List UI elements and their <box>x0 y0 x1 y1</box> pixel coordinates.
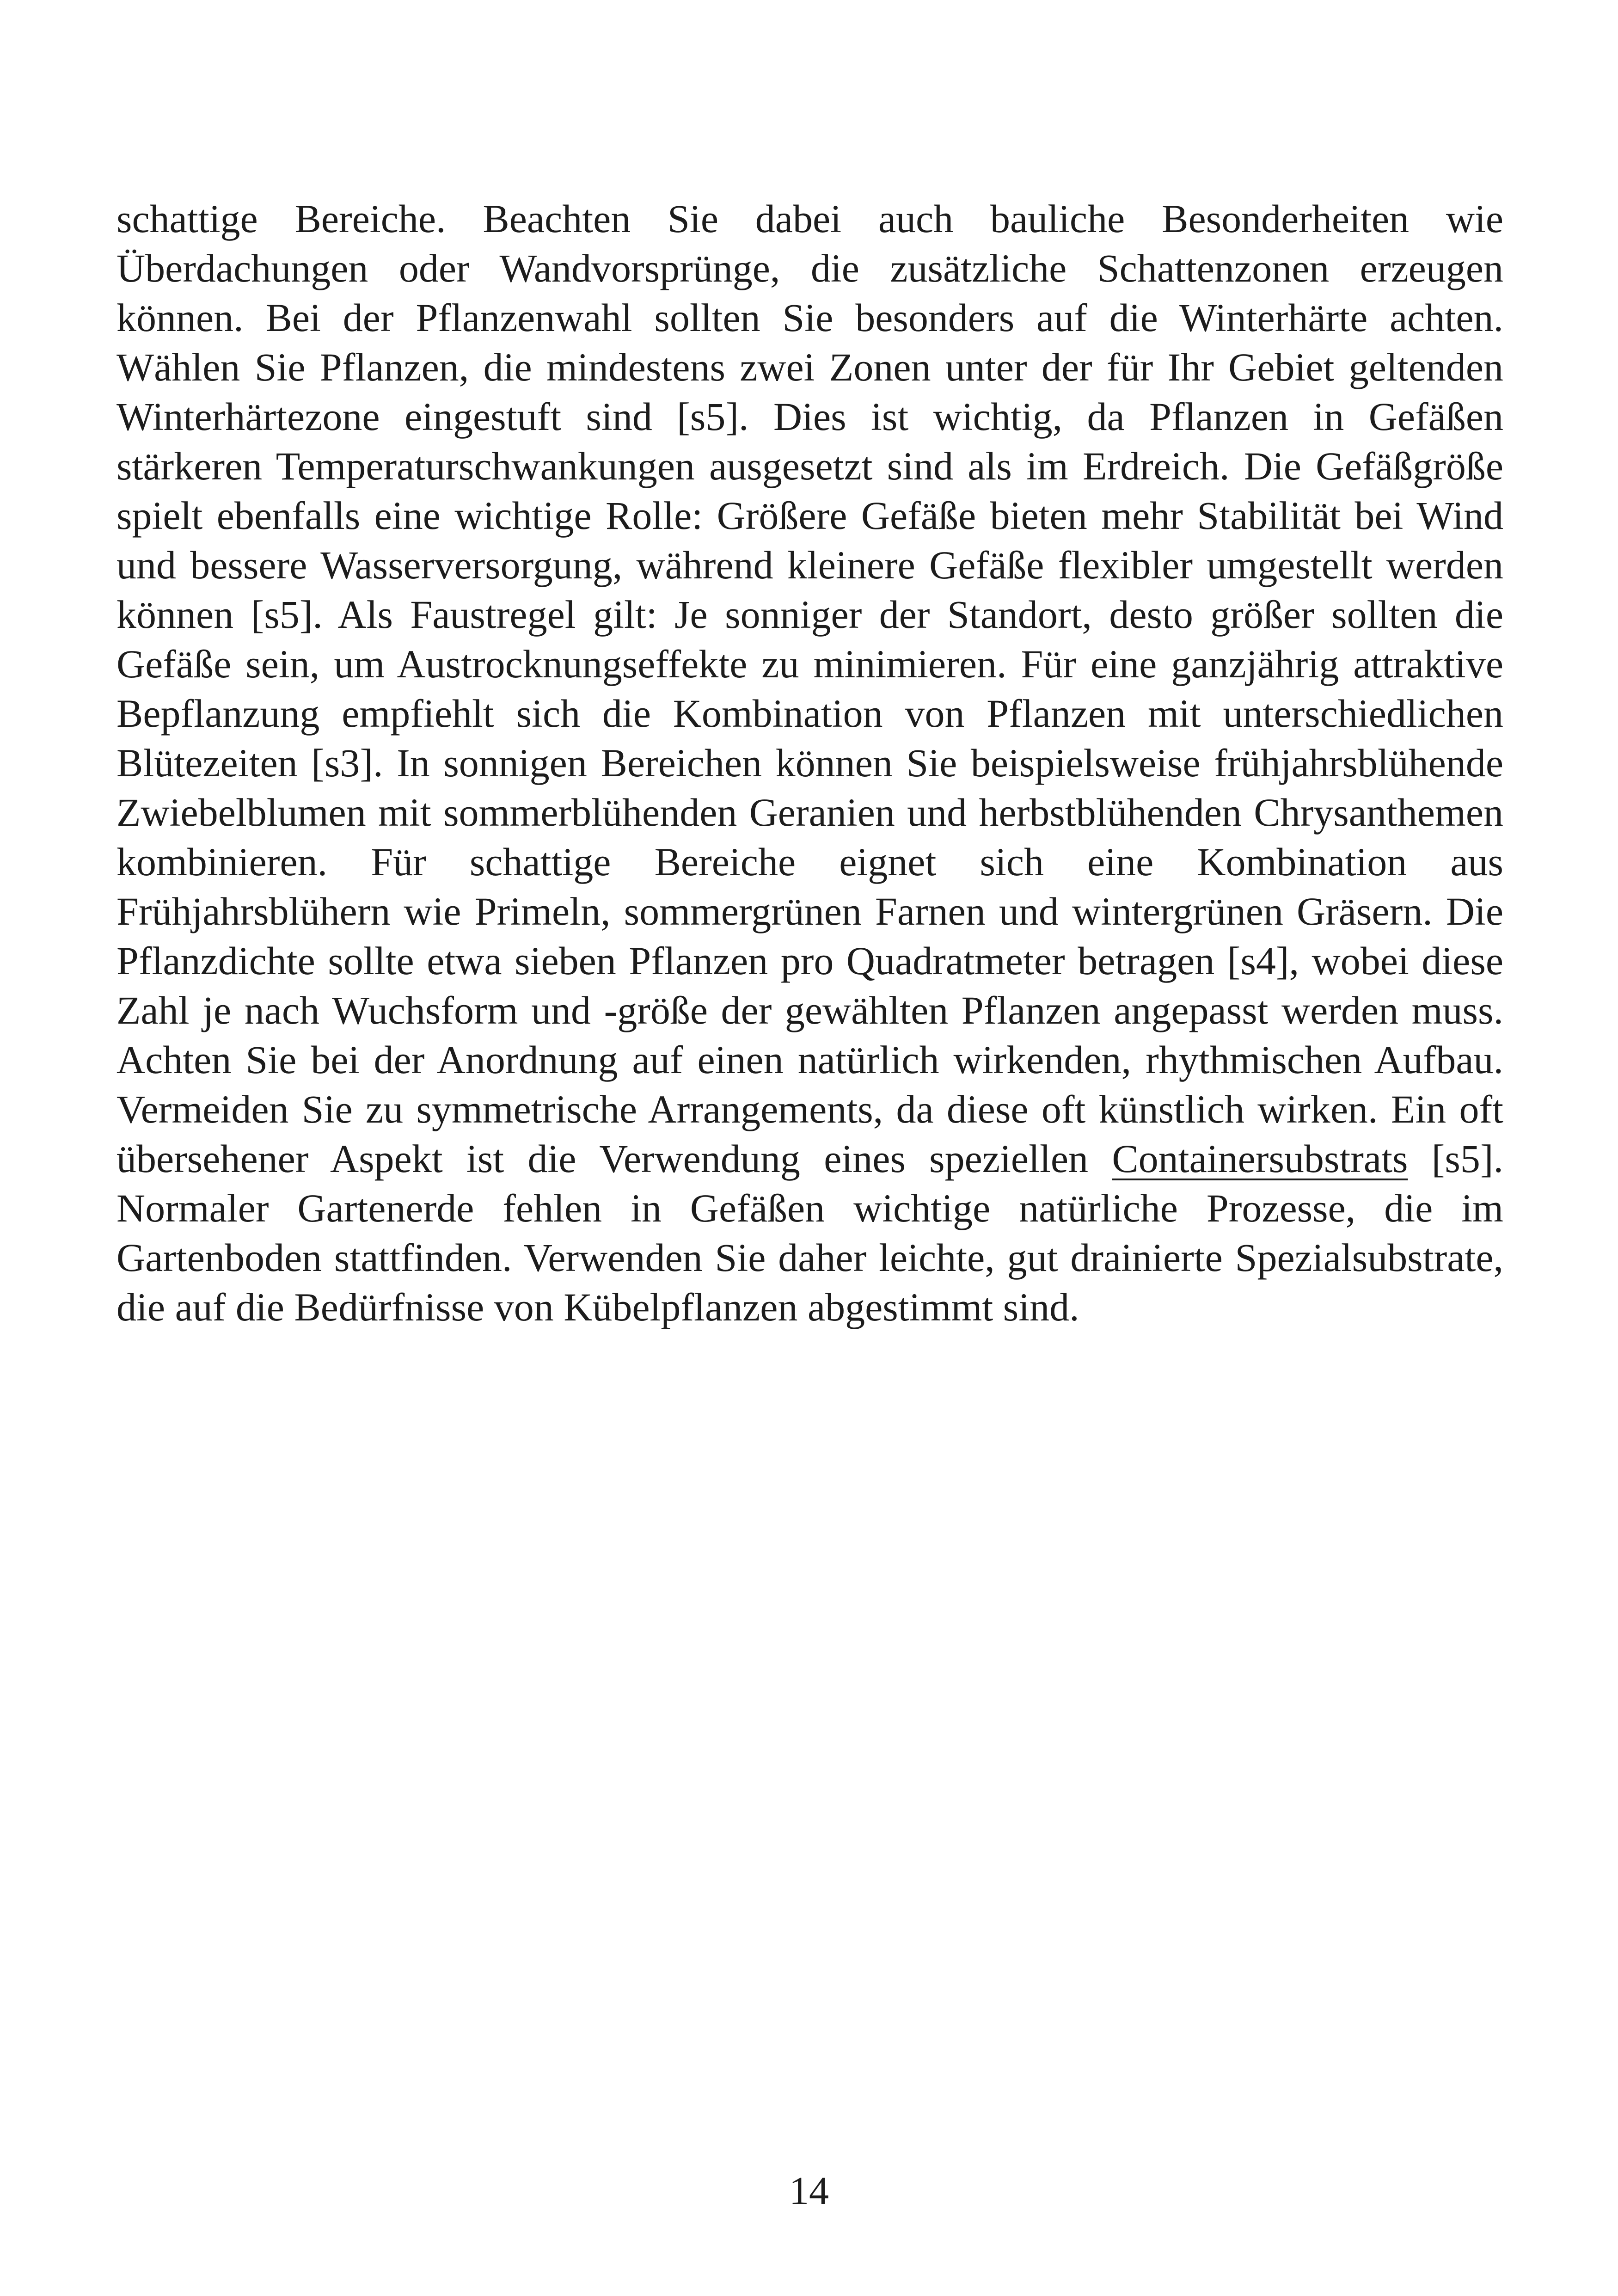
page-number: 14 <box>789 2168 829 2213</box>
body-paragraph <box>116 194 1503 1332</box>
paragraph-text-before-link: schattige Bereiche. Beachten Sie dabei auch bauliche Besonderheiten wie Überdachungen oder Wandvorsprünge, die zusätzliche Schattenzonen erzeugen können. Bei der Pflanzenwahl sollten Sie besonders auf die Winterhärte achten. Wählen Sie Pflanzen, die mindestens zwei Zonen unter der für Ihr Gebiet geltenden Winterhärtezone eingestuft sind [s5]. Dies ist wichtig, da Pflanzen in Gefäßen stärkeren Temperaturschwankungen ausgesetzt sind als im Erdreich. Die Gefäßgröße spielt ebenfalls eine wichtige Rolle: Größere Gefäße bieten mehr Stabilität bei Wind und bessere Wasserversorgung, während kleinere Gefäße flexibler umgestellt werden können [s5]. Als Faustregel gilt: Je sonniger der Standort, desto größer sollten die Gefäße sein, um Austrocknungseffekte zu minimieren. Für eine ganzjährig attraktive Bepflanzung empfiehlt sich die Kombination von Pflanzen mit unterschiedlichen Blütezeiten [s3]. In sonnigen Bereichen können Sie beispielsweise frühjahrsblühende Zwiebelblumen mit sommerblühenden Geranien und herbstblühenden Chrysanthemen kombinieren. Für schattige Bereiche eignet sich eine Kombination aus Frühjahrsblühern wie Primeln, sommergrünen Farnen und wintergrünen Gräsern. Die Pflanzdichte sollte etwa sieben Pflanzen pro Quadratmeter betragen [s4], wobei diese Zahl je nach Wuchsform und -größe der gewählten Pflanzen angepasst werden muss. Achten Sie bei der Anordnung auf einen natürlich wirkenden, rhythmischen Aufbau. Vermeiden Sie zu symmetrische Arrangements, da diese oft künstlich wirken. Ein oft übersehener Aspekt ist die Verwendung eines speziellen <box>116 196 1503 1181</box>
paragraph-text-after-link: [s5]. Normaler Gartenerde fehlen in Gefäßen wichtige natürliche Prozesse, die im Gartenboden stattfinden. Verwenden Sie daher leichte, gut drainierte Spezialsubstrate, die auf die Bedürfnisse von Kübelpflanzen abgestimmt sind. <box>116 1136 1503 1329</box>
containersubstrats-link[interactable]: Containersubstrats <box>1112 1136 1408 1181</box>
